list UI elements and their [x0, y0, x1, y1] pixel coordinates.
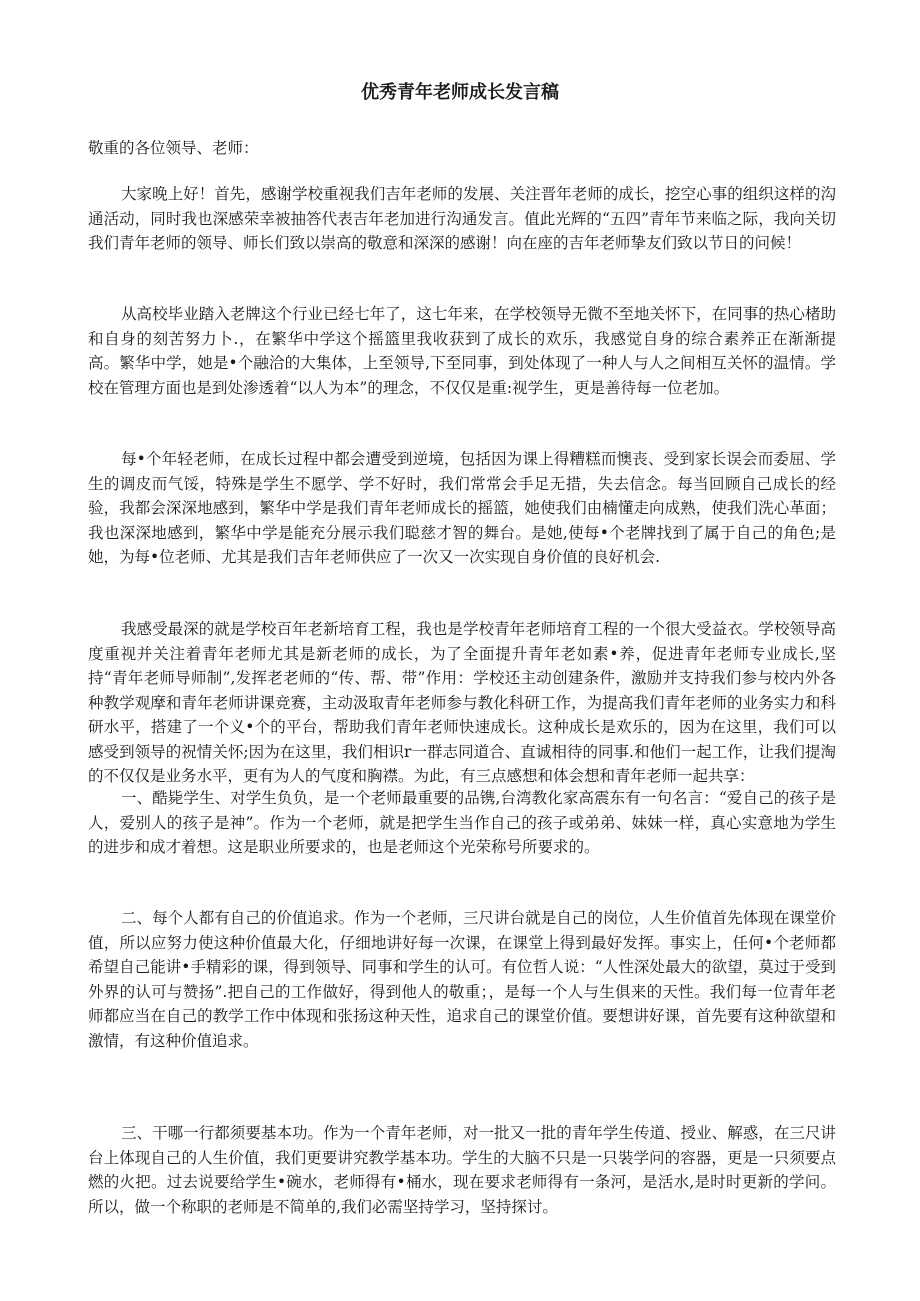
paragraph-adversity: 每•个年轻老师，在成长过程中都会遭受到逆境，包括因为课上得糟糕而懊丧、受到家长误会而委屈、学生的调皮而气馁，特殊是学生不愿学、学不好时，我们常常会手足无措，失去信念。每当回顾自己成长的经验，我都会深深地感到，繁华中学是我们青年老师成长的摇篮，她使我们由楠懂走向成熟，使我们洗心革面；我也深深地感到，繁华中学是能充分展示我们聪慈才智的舞台。是她,使每•个老牌找到了属于自己的角色;是她，为每•位老师、尤其是我们吉年老师供应了一次又一次实现自身价值的良好机会.	[88, 450, 836, 566]
paragraph-point-one: 一、酷毙学生、对学生负负，是一个老师最重要的品镌,台湾教化家高震东有一句名言：“爱自己的孩子是人，爱别人的孩子是神”。作为一个老师，就是把学生当作自己的孩子或弟弟、妹妹一样，真心实意地为学生的进步和成才着想。这是职业所要求的，也是老师这个光荣称号所要求的。	[88, 789, 836, 856]
paragraph-point-two: 二、每个人都有自己的价值追求。作为一个老师，三尺讲台就是自己的岗位，人生价值首先体现在课堂价值，所以应努力使这种价值最大化，仔细地讲好每一次课，在课堂上得到最好发挥。事实上，任何•个老师都希望自己能讲•手精彩的课，得到领导、同事和学生的认可。有位哲人说：“人性深处最大的欲望，莫过于受到外界的认可与赞扬”.把自己的工作做好，得到他人的敬重；，是每一个人与生俱来的天性。我们每一位青年老师都应当在自己的教学工作中体现和张扬这种天性，追求自己的课堂价值。要想讲好课，首先要有这种欲望和激情，有这种价值追求。	[88, 909, 836, 1050]
document-title: 优秀青年老师成长发言稿	[361, 82, 559, 103]
paragraph-training-program: 我感受最深的就是学校百年老新培育工程，我也是学校青年老师培育工程的一个很大受益衣。学校领导高度重视并关注着青年老师尤其是新老师的成长，为了全面提升青年老如素•养，促进青年老师专业成长,坚持“青年老师导师制”,发挥老老师的“传、帮、带”作用：学校还主动创建条件，激励并支持我们参与校内外各种教学观摩和青年老师讲课竞赛，主动汲取青年老师参与教化科研工作，为提高我们青年老师的业务实力和科研水平，搭建了一个义•个的平台，帮助我们青年老师快速成长。这种成长是欢乐的，因为在这里，我们可以感受到领导的祝情关怀;因为在这里，我们相识r一群志同道合、直诚相待的同事.和他们一起工作，让我们提淘的不仅仅是业务水平，更有为人的气度和胸襟。为此，有三点感想和体会想和青年老师一起共享：	[88, 620, 836, 785]
salutation: 敬重的各位领导、老师：	[88, 139, 259, 157]
paragraph-point-three: 三、干哪一行都须要基本功。作为一个青年老师，对一批又一批的青年学生传道、授业、解惑，在三尺讲台上体现自己的人生价值，我们更要讲究教学基本功。学生的大脑不只是一只裝学问的容器，更是一只须要点燃的火把。过去说要给学生•碗水，老师得有•桶水，现在要求老师得有一条河，是活水,是时时更新的学问。所以，做一个称职的老师是不简单的,我们必需坚持学习，坚持探讨。	[88, 1124, 836, 1216]
paragraph-greeting: 大家晚上好！首先，感谢学校重视我们吉年老师的发展、关注晋年老师的成长，挖空心事的组织这样的沟通活动，同时我也深感荣幸被抽答代表吉年老加进行沟通发言。值此光辉的“五四”青年节来临之际，我向关切我们青年老师的领导、师长们致以崇高的敬意和深深的感谢！向在座的吉年老师挚友们致以节日的问候！	[88, 185, 836, 252]
paragraph-school-experience: 从高校毕业踏入老牌这个行业已经七年了，这七年来，在学校领导无微不至地关怀下，在同事的热心楮助和自身的刻苦努力卜.，在繁华中学这个摇篮里我收获到了成长的欢乐，我感觉自身的综合素养正在渐渐提高。繁华中学，她是•个融洽的大集体，上至领导,下至同事，到处体现了一种人与人之间相互关怀的温情。学校在管理方面也是到处渗透着“以人为本”的理念，不仅仅是重:视学生，更是善待每一位老加。	[88, 305, 836, 397]
